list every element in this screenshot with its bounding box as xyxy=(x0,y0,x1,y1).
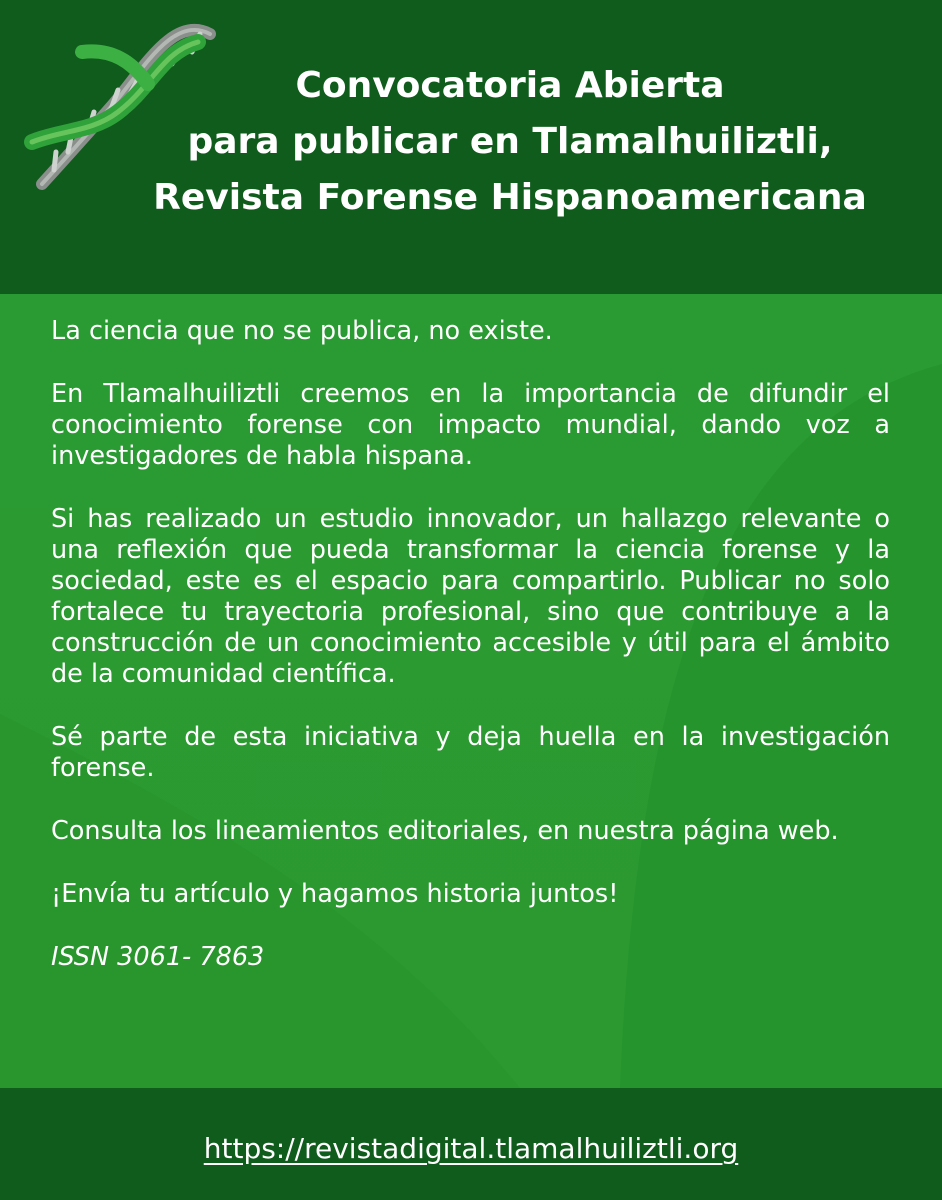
paragraph-invitation: Si has realizado un estudio innovador, un hallazgo relevante o una reflexión que pueda transformar la ciencia forense y la sociedad, este es el espacio para compartirlo. Publicar no solo fortalece tu trayectoria profesional, sino que contribuye a la construcción de un conocimiento accesible y útil para el ámbito de la comunidad científica. xyxy=(51,504,890,689)
tagline: La ciencia que no se publica, no existe. xyxy=(51,316,553,346)
header-banner xyxy=(0,0,942,294)
page-title xyxy=(80,58,940,226)
footer-banner xyxy=(0,1088,942,1200)
paragraph-initiative: Sé parte de esta iniciativa y deja huella en la investigación forense. xyxy=(51,722,890,783)
title-line: para publicar en Tlamalhuiliztli, xyxy=(187,121,833,162)
content-panel xyxy=(0,294,942,1088)
title-line: Revista Forense Hispanoamericana xyxy=(153,177,867,218)
call-to-action: ¡Envía tu artículo y hagamos historia juntos! xyxy=(51,879,619,909)
body-text xyxy=(51,316,890,973)
paragraph-guidelines: Consulta los lineamientos editoriales, en nuestra página web. xyxy=(51,816,839,846)
title-line: Convocatoria Abierta xyxy=(295,65,725,106)
website-link[interactable]: https://revistadigital.tlamalhuiliztli.org xyxy=(203,1132,739,1165)
paragraph-intro: En Tlamalhuiliztli creemos en la importancia de difundir el conocimiento forense con impacto mundial, dando voz a investigadores de habla hispana. xyxy=(51,379,890,471)
issn-label: ISSN 3061- 7863 xyxy=(51,942,265,972)
